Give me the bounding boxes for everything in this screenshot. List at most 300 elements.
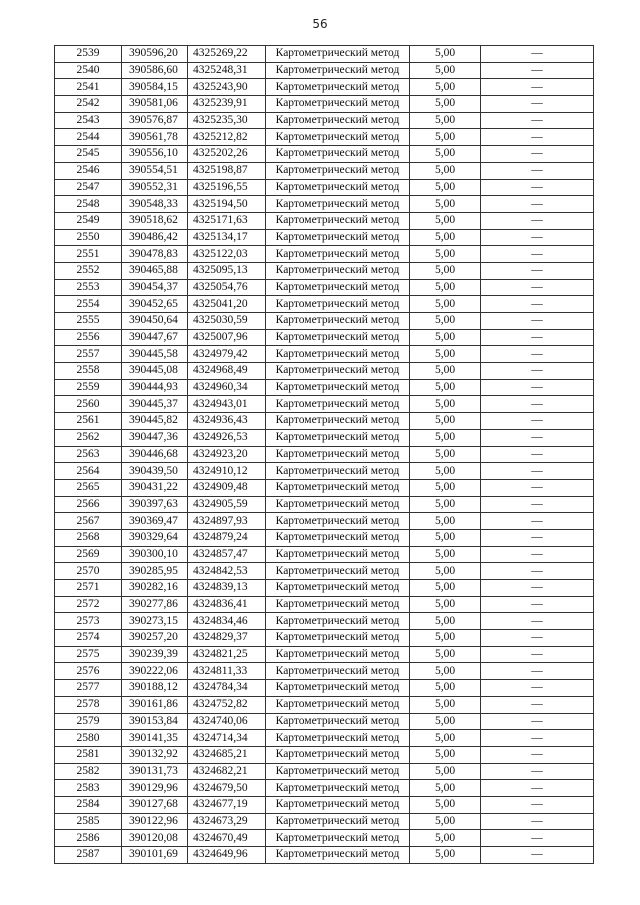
description-cell: — — [481, 363, 594, 380]
description-cell: — — [481, 196, 594, 213]
x-coordinate-cell: 390552,31 — [122, 179, 188, 196]
table-row — [55, 179, 594, 196]
table-row — [55, 329, 594, 346]
table-row — [55, 646, 594, 663]
description-cell: — — [481, 563, 594, 580]
accuracy-cell: 5,00 — [410, 713, 481, 730]
point-number-cell: 2577 — [55, 680, 122, 697]
table-row — [55, 396, 594, 413]
y-coordinate-cell: 4324685,21 — [188, 746, 266, 763]
y-coordinate-cell: 4325041,20 — [188, 296, 266, 313]
x-coordinate-cell: 390584,15 — [122, 79, 188, 96]
table-row — [55, 479, 594, 496]
accuracy-cell: 5,00 — [410, 696, 481, 713]
point-number-cell: 2574 — [55, 630, 122, 647]
y-coordinate-cell: 4324897,93 — [188, 513, 266, 530]
point-number-cell: 2581 — [55, 746, 122, 763]
description-cell: — — [481, 680, 594, 697]
point-number-cell: 2569 — [55, 546, 122, 563]
method-cell: Картометрический метод — [266, 413, 410, 430]
accuracy-cell: 5,00 — [410, 146, 481, 163]
method-cell: Картометрический метод — [266, 546, 410, 563]
description-cell: — — [481, 262, 594, 279]
y-coordinate-cell: 4324670,49 — [188, 830, 266, 847]
point-number-cell: 2584 — [55, 796, 122, 813]
table-row — [55, 763, 594, 780]
y-coordinate-cell: 4324909,48 — [188, 479, 266, 496]
table-row — [55, 613, 594, 630]
table-row — [55, 496, 594, 513]
x-coordinate-cell: 390222,06 — [122, 663, 188, 680]
point-number-cell: 2553 — [55, 279, 122, 296]
table-row — [55, 446, 594, 463]
method-cell: Картометрический метод — [266, 379, 410, 396]
y-coordinate-cell: 4325095,13 — [188, 262, 266, 279]
y-coordinate-cell: 4324784,34 — [188, 680, 266, 697]
description-cell: — — [481, 546, 594, 563]
method-cell: Картометрический метод — [266, 763, 410, 780]
table-row — [55, 813, 594, 830]
y-coordinate-cell: 4325235,30 — [188, 112, 266, 129]
accuracy-cell: 5,00 — [410, 479, 481, 496]
point-number-cell: 2551 — [55, 246, 122, 263]
accuracy-cell: 5,00 — [410, 196, 481, 213]
method-cell: Картометрический метод — [266, 446, 410, 463]
table-row — [55, 413, 594, 430]
accuracy-cell: 5,00 — [410, 313, 481, 330]
table-row — [55, 713, 594, 730]
table-row — [55, 246, 594, 263]
x-coordinate-cell: 390132,92 — [122, 746, 188, 763]
accuracy-cell: 5,00 — [410, 429, 481, 446]
method-cell: Картометрический метод — [266, 329, 410, 346]
point-number-cell: 2578 — [55, 696, 122, 713]
point-number-cell: 2541 — [55, 79, 122, 96]
point-number-cell: 2555 — [55, 313, 122, 330]
method-cell: Картометрический метод — [266, 813, 410, 830]
point-number-cell: 2570 — [55, 563, 122, 580]
x-coordinate-cell: 390153,84 — [122, 713, 188, 730]
x-coordinate-cell: 390329,64 — [122, 529, 188, 546]
point-number-cell: 2576 — [55, 663, 122, 680]
description-cell: — — [481, 463, 594, 480]
description-cell: — — [481, 96, 594, 113]
method-cell: Картометрический метод — [266, 296, 410, 313]
description-cell: — — [481, 813, 594, 830]
point-number-cell: 2565 — [55, 479, 122, 496]
description-cell: — — [481, 663, 594, 680]
description-cell: — — [481, 313, 594, 330]
description-cell: — — [481, 646, 594, 663]
method-cell: Картометрический метод — [266, 713, 410, 730]
accuracy-cell: 5,00 — [410, 513, 481, 530]
method-cell: Картометрический метод — [266, 663, 410, 680]
accuracy-cell: 5,00 — [410, 563, 481, 580]
accuracy-cell: 5,00 — [410, 596, 481, 613]
x-coordinate-cell: 390369,47 — [122, 513, 188, 530]
description-cell: — — [481, 496, 594, 513]
method-cell: Картометрический метод — [266, 847, 410, 864]
y-coordinate-cell: 4325248,31 — [188, 62, 266, 79]
table-row — [55, 847, 594, 864]
table-row — [55, 279, 594, 296]
y-coordinate-cell: 4325122,03 — [188, 246, 266, 263]
description-cell: — — [481, 429, 594, 446]
description-cell: — — [481, 796, 594, 813]
accuracy-cell: 5,00 — [410, 46, 481, 63]
y-coordinate-cell: 4324679,50 — [188, 780, 266, 797]
method-cell: Картометрический метод — [266, 229, 410, 246]
point-number-cell: 2586 — [55, 830, 122, 847]
method-cell: Картометрический метод — [266, 680, 410, 697]
point-number-cell: 2583 — [55, 780, 122, 797]
x-coordinate-cell: 390282,16 — [122, 580, 188, 597]
point-number-cell: 2562 — [55, 429, 122, 446]
x-coordinate-cell: 390277,86 — [122, 596, 188, 613]
table-row — [55, 780, 594, 797]
y-coordinate-cell: 4324960,34 — [188, 379, 266, 396]
x-coordinate-cell: 390141,35 — [122, 730, 188, 747]
description-cell: — — [481, 379, 594, 396]
point-number-cell: 2542 — [55, 96, 122, 113]
table-row — [55, 580, 594, 597]
x-coordinate-cell: 390576,87 — [122, 112, 188, 129]
method-cell: Картометрический метод — [266, 479, 410, 496]
table-row — [55, 596, 594, 613]
y-coordinate-cell: 4324839,13 — [188, 580, 266, 597]
accuracy-cell: 5,00 — [410, 329, 481, 346]
point-number-cell: 2547 — [55, 179, 122, 196]
description-cell: — — [481, 112, 594, 129]
x-coordinate-cell: 390101,69 — [122, 847, 188, 864]
accuracy-cell: 5,00 — [410, 246, 481, 263]
y-coordinate-cell: 4324829,37 — [188, 630, 266, 647]
method-cell: Картометрический метод — [266, 246, 410, 263]
accuracy-cell: 5,00 — [410, 79, 481, 96]
accuracy-cell: 5,00 — [410, 179, 481, 196]
x-coordinate-cell: 390586,60 — [122, 62, 188, 79]
accuracy-cell: 5,00 — [410, 663, 481, 680]
table-row — [55, 296, 594, 313]
y-coordinate-cell: 4324821,25 — [188, 646, 266, 663]
method-cell: Картометрический метод — [266, 162, 410, 179]
table-row — [55, 112, 594, 129]
x-coordinate-cell: 390273,15 — [122, 613, 188, 630]
x-coordinate-cell: 390131,73 — [122, 763, 188, 780]
table-row — [55, 730, 594, 747]
point-number-cell: 2575 — [55, 646, 122, 663]
accuracy-cell: 5,00 — [410, 212, 481, 229]
description-cell: — — [481, 162, 594, 179]
accuracy-cell: 5,00 — [410, 262, 481, 279]
table-row — [55, 162, 594, 179]
accuracy-cell: 5,00 — [410, 529, 481, 546]
point-number-cell: 2564 — [55, 463, 122, 480]
x-coordinate-cell: 390129,96 — [122, 780, 188, 797]
method-cell: Картометрический метод — [266, 596, 410, 613]
accuracy-cell: 5,00 — [410, 546, 481, 563]
point-number-cell: 2566 — [55, 496, 122, 513]
y-coordinate-cell: 4324752,82 — [188, 696, 266, 713]
table-row — [55, 313, 594, 330]
y-coordinate-cell: 4325030,59 — [188, 313, 266, 330]
table-row — [55, 696, 594, 713]
method-cell: Картометрический метод — [266, 613, 410, 630]
x-coordinate-cell: 390300,10 — [122, 546, 188, 563]
accuracy-cell: 5,00 — [410, 396, 481, 413]
method-cell: Картометрический метод — [266, 830, 410, 847]
point-number-cell: 2556 — [55, 329, 122, 346]
description-cell: — — [481, 847, 594, 864]
y-coordinate-cell: 4324682,21 — [188, 763, 266, 780]
x-coordinate-cell: 390447,67 — [122, 329, 188, 346]
x-coordinate-cell: 390548,33 — [122, 196, 188, 213]
description-cell: — — [481, 396, 594, 413]
coordinates-table — [54, 45, 594, 864]
x-coordinate-cell: 390465,88 — [122, 262, 188, 279]
point-number-cell: 2539 — [55, 46, 122, 63]
method-cell: Картометрический метод — [266, 463, 410, 480]
accuracy-cell: 5,00 — [410, 630, 481, 647]
table-row — [55, 463, 594, 480]
y-coordinate-cell: 4325212,82 — [188, 129, 266, 146]
accuracy-cell: 5,00 — [410, 279, 481, 296]
method-cell: Картометрический метод — [266, 279, 410, 296]
accuracy-cell: 5,00 — [410, 129, 481, 146]
method-cell: Картометрический метод — [266, 79, 410, 96]
y-coordinate-cell: 4324936,43 — [188, 413, 266, 430]
point-number-cell: 2546 — [55, 162, 122, 179]
point-number-cell: 2580 — [55, 730, 122, 747]
x-coordinate-cell: 390447,36 — [122, 429, 188, 446]
method-cell: Картометрический метод — [266, 62, 410, 79]
table-row — [55, 196, 594, 213]
table-row — [55, 830, 594, 847]
method-cell: Картометрический метод — [266, 179, 410, 196]
point-number-cell: 2567 — [55, 513, 122, 530]
method-cell: Картометрический метод — [266, 696, 410, 713]
description-cell: — — [481, 446, 594, 463]
y-coordinate-cell: 4325007,96 — [188, 329, 266, 346]
y-coordinate-cell: 4324842,53 — [188, 563, 266, 580]
method-cell: Картометрический метод — [266, 112, 410, 129]
point-number-cell: 2561 — [55, 413, 122, 430]
method-cell: Картометрический метод — [266, 730, 410, 747]
description-cell: — — [481, 46, 594, 63]
description-cell: — — [481, 296, 594, 313]
method-cell: Картометрический метод — [266, 630, 410, 647]
y-coordinate-cell: 4324834,46 — [188, 613, 266, 630]
accuracy-cell: 5,00 — [410, 463, 481, 480]
method-cell: Картометрический метод — [266, 580, 410, 597]
x-coordinate-cell: 390556,10 — [122, 146, 188, 163]
y-coordinate-cell: 4324923,20 — [188, 446, 266, 463]
y-coordinate-cell: 4324811,33 — [188, 663, 266, 680]
point-number-cell: 2548 — [55, 196, 122, 213]
x-coordinate-cell: 390518,62 — [122, 212, 188, 229]
point-number-cell: 2543 — [55, 112, 122, 129]
method-cell: Картометрический метод — [266, 146, 410, 163]
description-cell: — — [481, 479, 594, 496]
description-cell: — — [481, 596, 594, 613]
description-cell: — — [481, 229, 594, 246]
x-coordinate-cell: 390188,12 — [122, 680, 188, 697]
x-coordinate-cell: 390161,86 — [122, 696, 188, 713]
point-number-cell: 2579 — [55, 713, 122, 730]
accuracy-cell: 5,00 — [410, 580, 481, 597]
method-cell: Картометрический метод — [266, 780, 410, 797]
x-coordinate-cell: 390127,68 — [122, 796, 188, 813]
y-coordinate-cell: 4325194,50 — [188, 196, 266, 213]
x-coordinate-cell: 390431,22 — [122, 479, 188, 496]
table-row — [55, 630, 594, 647]
point-number-cell: 2554 — [55, 296, 122, 313]
description-cell: — — [481, 730, 594, 747]
y-coordinate-cell: 4324979,42 — [188, 346, 266, 363]
table-row — [55, 546, 594, 563]
accuracy-cell: 5,00 — [410, 746, 481, 763]
x-coordinate-cell: 390444,93 — [122, 379, 188, 396]
x-coordinate-cell: 390554,51 — [122, 162, 188, 179]
y-coordinate-cell: 4325269,22 — [188, 46, 266, 63]
point-number-cell: 2559 — [55, 379, 122, 396]
accuracy-cell: 5,00 — [410, 830, 481, 847]
description-cell: — — [481, 62, 594, 79]
y-coordinate-cell: 4324857,47 — [188, 546, 266, 563]
y-coordinate-cell: 4325198,87 — [188, 162, 266, 179]
y-coordinate-cell: 4324740,06 — [188, 713, 266, 730]
point-number-cell: 2549 — [55, 212, 122, 229]
y-coordinate-cell: 4325054,76 — [188, 279, 266, 296]
table-row — [55, 663, 594, 680]
description-cell: — — [481, 79, 594, 96]
point-number-cell: 2585 — [55, 813, 122, 830]
description-cell: — — [481, 279, 594, 296]
table-row — [55, 346, 594, 363]
accuracy-cell: 5,00 — [410, 646, 481, 663]
table-row — [55, 146, 594, 163]
y-coordinate-cell: 4324905,59 — [188, 496, 266, 513]
x-coordinate-cell: 390452,65 — [122, 296, 188, 313]
x-coordinate-cell: 390397,63 — [122, 496, 188, 513]
method-cell: Картометрический метод — [266, 513, 410, 530]
table-row — [55, 680, 594, 697]
description-cell: — — [481, 413, 594, 430]
point-number-cell: 2557 — [55, 346, 122, 363]
y-coordinate-cell: 4324714,34 — [188, 730, 266, 747]
accuracy-cell: 5,00 — [410, 363, 481, 380]
y-coordinate-cell: 4324910,12 — [188, 463, 266, 480]
method-cell: Картометрический метод — [266, 563, 410, 580]
method-cell: Картометрический метод — [266, 313, 410, 330]
method-cell: Картометрический метод — [266, 496, 410, 513]
x-coordinate-cell: 390445,58 — [122, 346, 188, 363]
description-cell: — — [481, 780, 594, 797]
x-coordinate-cell: 390596,20 — [122, 46, 188, 63]
y-coordinate-cell: 4325171,63 — [188, 212, 266, 229]
accuracy-cell: 5,00 — [410, 346, 481, 363]
description-cell: — — [481, 763, 594, 780]
table-row — [55, 529, 594, 546]
point-number-cell: 2573 — [55, 613, 122, 630]
table-row — [55, 563, 594, 580]
table-row — [55, 129, 594, 146]
x-coordinate-cell: 390478,83 — [122, 246, 188, 263]
x-coordinate-cell: 390450,64 — [122, 313, 188, 330]
point-number-cell: 2545 — [55, 146, 122, 163]
method-cell: Картометрический метод — [266, 212, 410, 229]
y-coordinate-cell: 4325202,26 — [188, 146, 266, 163]
accuracy-cell: 5,00 — [410, 763, 481, 780]
description-cell: — — [481, 580, 594, 597]
x-coordinate-cell: 390439,50 — [122, 463, 188, 480]
y-coordinate-cell: 4325134,17 — [188, 229, 266, 246]
accuracy-cell: 5,00 — [410, 796, 481, 813]
accuracy-cell: 5,00 — [410, 96, 481, 113]
method-cell: Картометрический метод — [266, 396, 410, 413]
y-coordinate-cell: 4325239,91 — [188, 96, 266, 113]
x-coordinate-cell: 390445,08 — [122, 363, 188, 380]
y-coordinate-cell: 4325243,90 — [188, 79, 266, 96]
description-cell: — — [481, 513, 594, 530]
point-number-cell: 2568 — [55, 529, 122, 546]
coordinates-table-body — [55, 46, 594, 864]
table-row — [55, 746, 594, 763]
accuracy-cell: 5,00 — [410, 162, 481, 179]
point-number-cell: 2563 — [55, 446, 122, 463]
y-coordinate-cell: 4324836,41 — [188, 596, 266, 613]
method-cell: Картометрический метод — [266, 262, 410, 279]
point-number-cell: 2571 — [55, 580, 122, 597]
accuracy-cell: 5,00 — [410, 446, 481, 463]
method-cell: Картометрический метод — [266, 346, 410, 363]
accuracy-cell: 5,00 — [410, 613, 481, 630]
method-cell: Картометрический метод — [266, 196, 410, 213]
accuracy-cell: 5,00 — [410, 496, 481, 513]
y-coordinate-cell: 4324879,24 — [188, 529, 266, 546]
accuracy-cell: 5,00 — [410, 112, 481, 129]
point-number-cell: 2572 — [55, 596, 122, 613]
x-coordinate-cell: 390486,42 — [122, 229, 188, 246]
point-number-cell: 2552 — [55, 262, 122, 279]
table-row — [55, 62, 594, 79]
table-row — [55, 46, 594, 63]
accuracy-cell: 5,00 — [410, 680, 481, 697]
y-coordinate-cell: 4324968,49 — [188, 363, 266, 380]
y-coordinate-cell: 4324943,01 — [188, 396, 266, 413]
x-coordinate-cell: 390446,68 — [122, 446, 188, 463]
x-coordinate-cell: 390561,78 — [122, 129, 188, 146]
point-number-cell: 2582 — [55, 763, 122, 780]
description-cell: — — [481, 746, 594, 763]
method-cell: Картометрический метод — [266, 646, 410, 663]
point-number-cell: 2558 — [55, 363, 122, 380]
x-coordinate-cell: 390239,39 — [122, 646, 188, 663]
table-row — [55, 96, 594, 113]
y-coordinate-cell: 4324649,96 — [188, 847, 266, 864]
table-row — [55, 363, 594, 380]
method-cell: Картометрический метод — [266, 96, 410, 113]
table-row — [55, 513, 594, 530]
x-coordinate-cell: 390581,06 — [122, 96, 188, 113]
point-number-cell: 2550 — [55, 229, 122, 246]
description-cell: — — [481, 179, 594, 196]
method-cell: Картометрический метод — [266, 363, 410, 380]
table-row — [55, 379, 594, 396]
x-coordinate-cell: 390445,82 — [122, 413, 188, 430]
y-coordinate-cell: 4324677,19 — [188, 796, 266, 813]
y-coordinate-cell: 4324673,29 — [188, 813, 266, 830]
